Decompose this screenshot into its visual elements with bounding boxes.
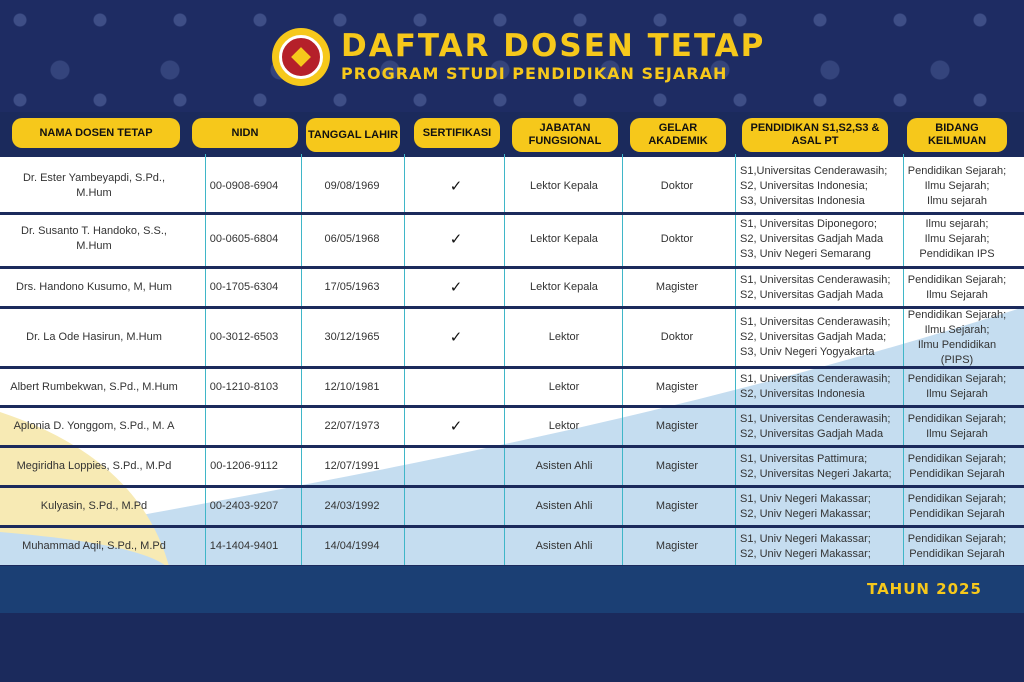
cell-dob: 06/05/1968	[324, 232, 380, 245]
cell-edu	[740, 160, 900, 212]
edu-line: S1, Universitas Pattimura;	[740, 452, 868, 465]
cell-cert	[412, 448, 500, 485]
cell-gelar: Magister	[655, 380, 699, 393]
check-icon: ✓	[449, 329, 463, 346]
cell-name: Aplonia D. Yonggom, S.Pd., M. A	[13, 420, 175, 432]
bidang-line: Ilmu Sejarah	[926, 288, 988, 301]
cell-dob: 12/10/1981	[324, 380, 380, 393]
cell-bidang	[905, 528, 1009, 565]
column-divider	[903, 154, 904, 566]
column-divider	[735, 154, 736, 566]
cell-edu	[740, 488, 900, 525]
cell-name: Megiridha Loppies, S.Pd., M.Pd	[16, 460, 172, 472]
column-header-name: NAMA DOSEN TETAP	[12, 118, 180, 148]
cell-jabatan: Lektor Kepala	[530, 179, 598, 192]
bidang-line: Ilmu Sejarah;	[924, 232, 990, 245]
cell-bidang	[905, 269, 1009, 306]
page-title: DAFTAR DOSEN TETAP	[341, 28, 766, 64]
bidang-line: Pendidikan Sejarah;	[907, 492, 1007, 505]
cell-gelar: Doktor	[660, 179, 694, 192]
column-divider	[301, 154, 302, 566]
bidang-line: Pendidikan Sejarah;	[907, 273, 1007, 286]
edu-line: S2, Universitas Indonesia	[740, 388, 865, 400]
cell-jabatan: Lektor	[548, 380, 580, 393]
column-divider	[404, 154, 405, 566]
cell-name: Dr. La Ode Hasirun, M.Hum	[26, 331, 162, 343]
cell-name: Albert Rumbekwan, S.Pd., M.Hum	[10, 380, 178, 393]
bidang-line: Pendidikan Sejarah	[909, 467, 1005, 480]
edu-line: S1, Univ Negeri Makassar;	[740, 492, 871, 505]
cell-cert	[412, 212, 500, 266]
cell-edu	[740, 269, 900, 306]
bidang-line: Ilmu Pendidikan (PIPS)	[917, 338, 997, 366]
edu-line: S2, Universitas Gadjah Mada	[740, 427, 884, 440]
check-icon: ✓	[449, 230, 463, 248]
edu-line: S2, Universitas Gadjah Mada	[740, 288, 884, 301]
cell-name: Muhammad Aqil, S.Pd., M.Pd	[22, 540, 166, 552]
column-header-bidang: BIDANG KEILMUAN	[907, 118, 1007, 152]
cell-dob: 22/07/1973	[324, 420, 380, 432]
cell-edu	[740, 448, 900, 485]
cell-name: Drs. Handono Kusumo, M, Hum	[16, 281, 172, 293]
bidang-line: Ilmu Sejarah;	[924, 179, 990, 192]
cell-nidn: 00-1705-6304	[209, 281, 279, 293]
edu-line: S1,Universitas Cenderawasih;	[740, 164, 888, 177]
check-icon: ✓	[449, 177, 463, 195]
cell-nidn: 00-0908-6904	[209, 179, 279, 192]
cell-dob: 30/12/1965	[324, 331, 380, 343]
university-logo	[272, 28, 330, 86]
bidang-line: Ilmu sejarah;	[925, 217, 989, 230]
cell-gelar: Doktor	[660, 331, 694, 343]
edu-line: S1, Universitas Cenderawasih;	[740, 412, 891, 425]
bidang-line: Pendidikan Sejarah;	[907, 164, 1007, 177]
cell-bidang	[905, 212, 1009, 266]
bidang-line: Ilmu Sejarah;	[924, 323, 990, 336]
bidang-line: Pendidikan Sejarah;	[907, 412, 1007, 425]
edu-line: S3, Univ Negeri Yogyakarta	[740, 346, 875, 358]
column-header-jabatan: JABATAN FUNGSIONAL	[512, 118, 618, 152]
cell-dob: 12/07/1991	[324, 460, 380, 472]
cell-edu	[740, 309, 900, 366]
bidang-line: Pendidikan Sejarah;	[907, 452, 1007, 465]
edu-line: S2, Universitas Indonesia;	[740, 179, 868, 192]
cell-jabatan: Lektor Kepala	[530, 281, 598, 293]
column-divider	[504, 154, 505, 566]
cell-gelar: Magister	[655, 420, 699, 432]
cell-bidang	[905, 309, 1009, 366]
column-header-cert: SERTIFIKASI	[414, 118, 500, 148]
cell-jabatan: Asisten Ahli	[535, 460, 593, 472]
edu-line: S2, Universitas Gadjah Mada	[740, 232, 884, 245]
column-header-edu: PENDIDIKAN S1,S2,S3 & ASAL PT	[742, 118, 888, 152]
cell-edu	[740, 528, 900, 565]
cell-cert	[412, 528, 500, 565]
bottom-band	[0, 613, 1024, 682]
cell-dob: 14/04/1994	[324, 540, 380, 552]
cell-bidang	[905, 160, 1009, 212]
cell-bidang	[905, 369, 1009, 405]
cell-nidn: 00-1206-9112	[210, 460, 278, 472]
bidang-line: Ilmu Sejarah	[926, 427, 988, 440]
bidang-line: Ilmu sejarah	[927, 194, 987, 207]
page-subtitle: PROGRAM STUDI PENDIDIKAN SEJARAH	[341, 64, 728, 83]
edu-line: S1, Univ Negeri Makassar;	[740, 532, 871, 545]
cell-jabatan: Lektor	[548, 420, 580, 432]
cell-cert	[412, 160, 500, 212]
bidang-line: Pendidikan Sejarah;	[907, 373, 1007, 385]
bidang-line: Ilmu Sejarah	[926, 388, 988, 400]
edu-line: S2, Univ Negeri Makassar;	[740, 547, 871, 560]
cell-bidang	[905, 408, 1009, 445]
edu-line: S1, Universitas Cenderawasih;	[740, 316, 891, 328]
cell-dob: 09/08/1969	[324, 179, 380, 192]
edu-line: S3, Univ Negeri Semarang	[740, 247, 871, 260]
bidang-line: Pendidikan Sejarah	[909, 507, 1005, 520]
cell-nidn: 00-2403-9207	[209, 500, 279, 512]
edu-line: S1, Universitas Diponegoro;	[740, 217, 877, 230]
edu-line: S1, Universitas Cenderawasih;	[740, 273, 891, 286]
edu-line: S2, Universitas Gadjah Mada;	[740, 331, 887, 343]
lecturer-table	[0, 112, 1024, 570]
check-icon: ✓	[449, 418, 463, 435]
cell-edu	[740, 408, 900, 445]
cell-gelar: Doktor	[660, 232, 694, 245]
edu-line: S2, Universitas Negeri Jakarta;	[740, 467, 892, 480]
column-divider	[622, 154, 623, 566]
cell-cert	[412, 408, 500, 445]
bidang-line: Pendidikan IPS	[919, 247, 995, 260]
edu-line: S1, Universitas Cenderawasih;	[740, 373, 891, 385]
cell-cert	[412, 488, 500, 525]
cell-nidn: 00-0605-6804	[209, 232, 279, 245]
cell-name: Dr. Ester Yambeyapdi, S.Pd., M.Hum	[22, 172, 166, 199]
cell-gelar: Magister	[655, 460, 699, 472]
cell-nidn: 00-1210-8103	[209, 380, 279, 393]
cell-edu	[740, 369, 900, 405]
cell-edu	[740, 212, 900, 266]
cell-nidn: 00-3012-6503	[209, 331, 279, 343]
check-icon: ✓	[449, 279, 463, 296]
cell-name: Dr. Susanto T. Handoko, S.S., M.Hum	[21, 225, 167, 252]
cell-jabatan: Asisten Ahli	[535, 540, 593, 552]
cell-nidn: 14-1404-9401	[209, 540, 279, 552]
cell-gelar: Magister	[655, 500, 699, 512]
year-label: TAHUN 2025	[867, 580, 982, 598]
cell-bidang	[905, 448, 1009, 485]
edu-line: S3, Universitas Indonesia	[740, 194, 865, 207]
cell-nidn	[190, 408, 298, 445]
cell-cert	[412, 369, 500, 405]
cell-bidang	[905, 488, 1009, 525]
bidang-line: Pendidikan Sejarah;	[907, 308, 1007, 321]
bidang-line: Pendidikan Sejarah;	[907, 532, 1007, 545]
edu-line: S2, Univ Negeri Makassar;	[740, 507, 871, 520]
column-header-dob: TANGGAL LAHIR	[306, 118, 400, 152]
cell-cert	[412, 269, 500, 306]
cell-jabatan: Asisten Ahli	[535, 500, 593, 512]
bidang-line: Pendidikan Sejarah	[909, 547, 1005, 560]
cell-dob: 24/03/1992	[324, 500, 380, 512]
cell-gelar: Magister	[655, 281, 699, 293]
cell-dob: 17/05/1963	[324, 281, 380, 293]
cell-gelar: Magister	[655, 540, 699, 552]
cell-jabatan: Lektor Kepala	[530, 232, 598, 245]
column-header-gelar: GELAR AKADEMIK	[630, 118, 726, 152]
cell-name: Kulyasin, S.Pd., M.Pd	[40, 500, 148, 512]
cell-jabatan: Lektor	[548, 331, 580, 343]
column-header-nidn: NIDN	[192, 118, 298, 148]
cell-cert	[412, 309, 500, 366]
